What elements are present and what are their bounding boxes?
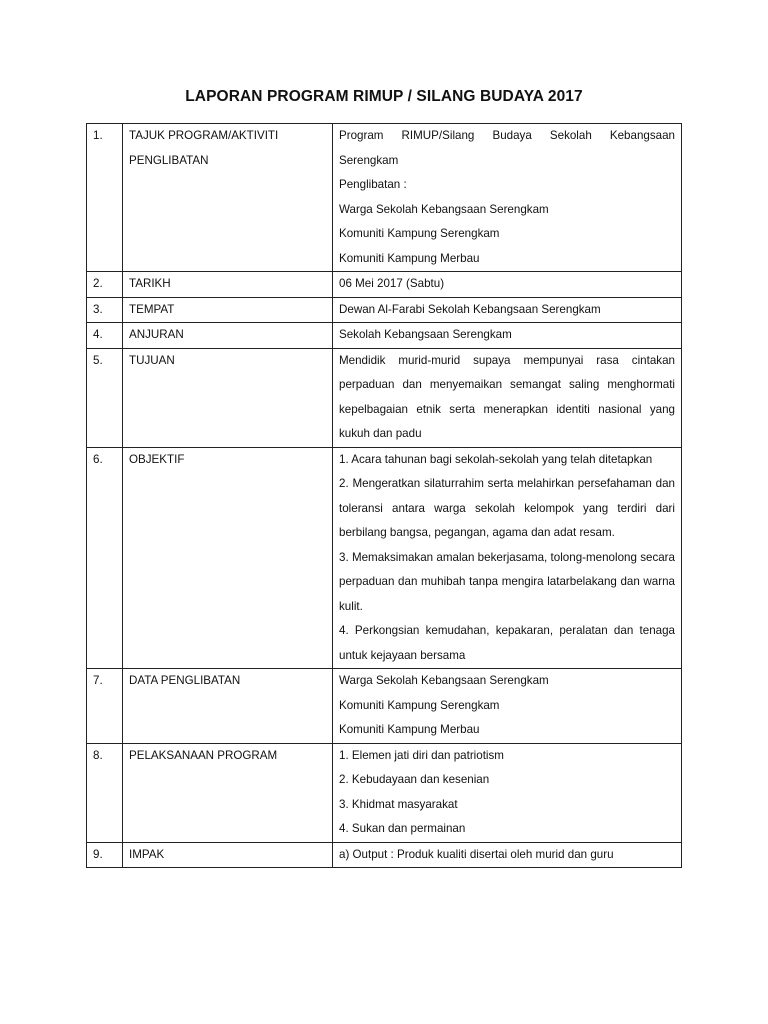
row-number: 2. <box>87 272 123 298</box>
label-line: TUJUAN <box>129 353 175 367</box>
row-label <box>123 743 333 842</box>
label-line: OBJEKTIF <box>129 452 185 466</box>
row-number: 9. <box>87 842 123 868</box>
report-title: LAPORAN PROGRAM RIMUP / SILANG BUDAYA 2017 <box>185 88 583 105</box>
value-line: a) Output : Produk kualiti disertai oleh murid dan guru <box>339 847 614 861</box>
label-line: PENGLIBATAN <box>129 153 209 167</box>
label-line: IMPAK <box>129 847 165 861</box>
label-line: TAJUK PROGRAM/AKTIVITI <box>129 129 279 142</box>
value-line: Dewan Al-Farabi Sekolah Kebangsaan Serengkam <box>339 302 601 316</box>
label-line: TEMPAT <box>129 302 175 316</box>
objective-item: 1. Acara tahunan bagi sekolah-sekolah yang telah ditetapkan <box>339 452 653 466</box>
row-value <box>333 743 682 842</box>
row-value <box>333 272 682 298</box>
row-value <box>333 447 682 669</box>
table-row <box>87 348 682 447</box>
value-line: Warga Sekolah Kebangsaan Serengkam <box>339 674 549 687</box>
row-label <box>123 447 333 669</box>
value-line: 06 Mei 2017 (Sabtu) <box>339 277 445 290</box>
objective-item: 2. Mengeratkan silaturrahim serta melahirkan persefahaman dan toleransi antara warga sekolah kelompok yang terdiri dari berbilang bangsa, pegangan, agama dan adat resam. <box>339 477 675 539</box>
row-number: 5. <box>87 348 123 447</box>
objective-item: 3. Memaksimakan amalan bekerjasama, tolong-menolong secara perpaduan dan muhibah tanpa mengira latarbelakang dan warna kulit. <box>339 550 675 613</box>
value-line: Warga Sekolah Kebangsaan Serengkam <box>339 202 549 216</box>
row-value <box>333 348 682 447</box>
value-line: Penglibatan : <box>339 178 407 191</box>
value-paragraph: Mendidik murid-murid supaya mempunyai rasa cintakan perpaduan dan menyemaikan semangat saling menghormati kepelbagaian etnik serta menerapkan identiti nasional yang kukuh dan padu <box>339 353 675 440</box>
value-line: 2. Kebudayaan dan kesenian <box>339 773 490 786</box>
row-label <box>123 124 333 272</box>
label-line: ANJURAN <box>129 328 184 341</box>
row-number: 4. <box>87 323 123 349</box>
table-row <box>87 743 682 842</box>
row-value <box>333 842 682 868</box>
row-value <box>333 297 682 323</box>
label-line: TARIKH <box>129 277 171 290</box>
table-row <box>87 447 682 669</box>
row-number: 8. <box>87 743 123 842</box>
table-row <box>87 124 682 272</box>
value-line: 1. Elemen jati diri dan patriotism <box>339 748 504 762</box>
value-line: Komuniti Kampung Serengkam <box>339 698 500 712</box>
value-line: Komuniti Kampung Merbau <box>339 723 480 736</box>
table-row <box>87 297 682 323</box>
value-line: Sekolah Kebangsaan Serengkam <box>339 328 512 341</box>
row-number: 1. <box>87 124 123 272</box>
label-line: PELAKSANAAN PROGRAM <box>129 748 278 762</box>
row-number: 7. <box>87 669 123 744</box>
table-row <box>87 669 682 744</box>
row-number: 3. <box>87 297 123 323</box>
value-line: 3. Khidmat masyarakat <box>339 797 458 811</box>
row-number: 6. <box>87 447 123 669</box>
row-value <box>333 124 682 272</box>
table-row <box>87 842 682 868</box>
value-line: Komuniti Kampung Merbau <box>339 251 480 265</box>
value-line: Program RIMUP/Silang Budaya Sekolah Kebangsaan Serengkam <box>339 129 675 167</box>
row-label <box>123 669 333 744</box>
table-row <box>87 272 682 298</box>
row-value <box>333 323 682 349</box>
row-label <box>123 297 333 323</box>
objective-item: 4. Perkongsian kemudahan, kepakaran, peralatan dan tenaga untuk kejayaan bersama <box>339 624 675 662</box>
row-label <box>123 323 333 349</box>
row-label <box>123 842 333 868</box>
label-line: DATA PENGLIBATAN <box>129 674 241 687</box>
report-table <box>86 123 682 868</box>
row-label <box>123 272 333 298</box>
value-line: Komuniti Kampung Serengkam <box>339 227 500 240</box>
row-label <box>123 348 333 447</box>
table-row <box>87 323 682 349</box>
value-line: 4. Sukan dan permainan <box>339 822 466 835</box>
row-value <box>333 669 682 744</box>
